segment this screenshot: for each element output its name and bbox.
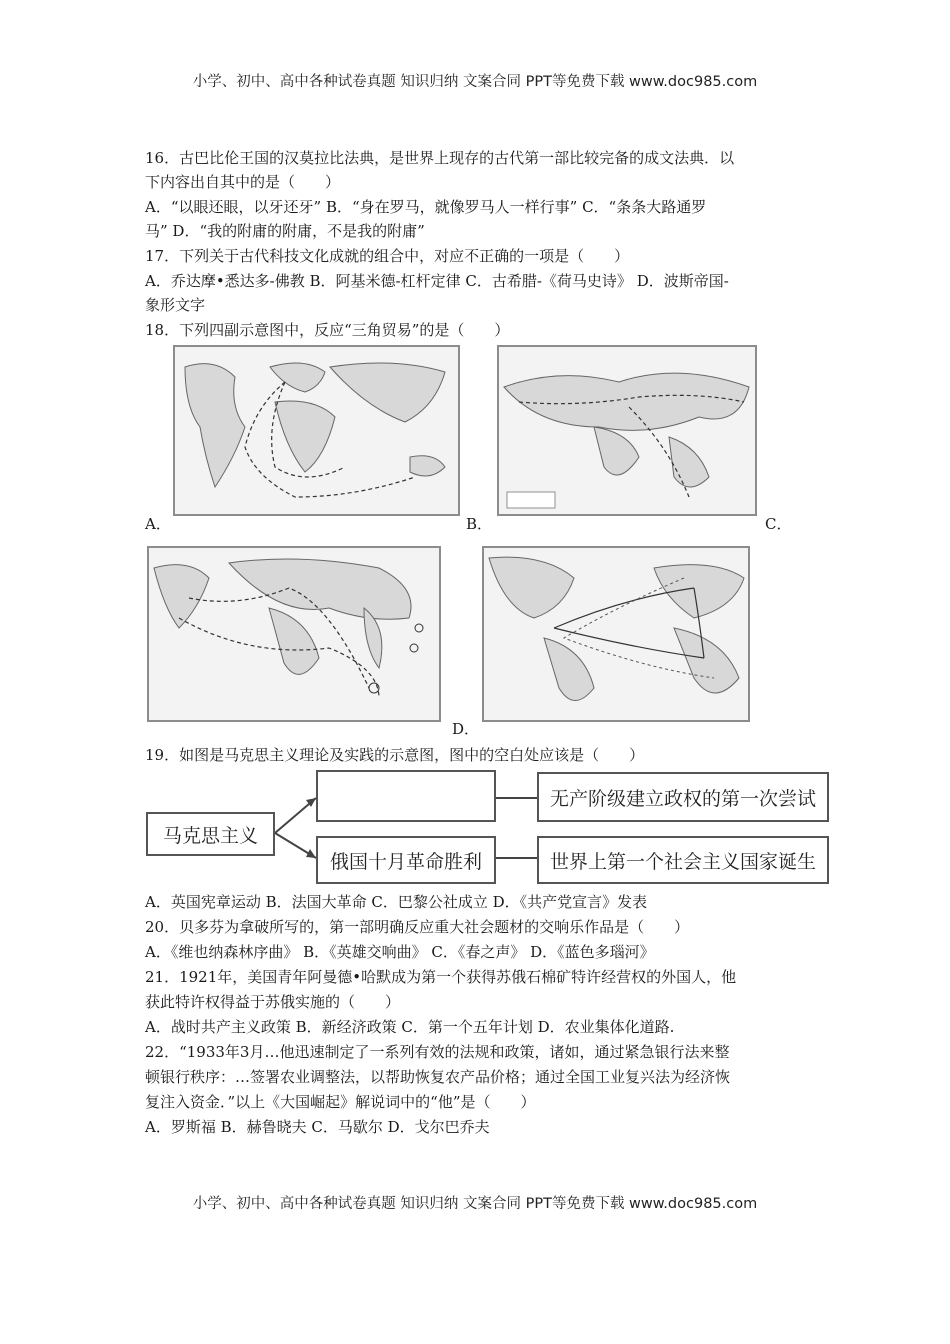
- q20-stem: 20．贝多芬为拿破所写的，第一部明确反应重大社会题材的交响乐作品是（ ）: [145, 918, 690, 936]
- q22-stem-line1: 22．“1933年3月…他迅速制定了一系列有效的法规和政策，诸如，通过紧急银行法来整: [145, 1043, 730, 1061]
- diagram-blank-box: [316, 770, 496, 822]
- q18-option-d-label: D．: [452, 720, 480, 738]
- map-a-drawing: [175, 347, 458, 514]
- q21-stem-line1: 21．1921年，美国青年阿曼德•哈默成为第一个获得苏俄石棉矿特许经营权的外国人，他: [145, 968, 737, 986]
- map-b-drawing: [499, 347, 755, 514]
- q18-stem: 18．下列四副示意图中，反应“三角贸易”的是（ ）: [145, 321, 510, 339]
- q17-options-line1: A．乔达摩•悉达多-佛教 B．阿基米德-杠杆定律 C．古希腊-《荷马史诗》 D．波斯帝国-: [145, 272, 729, 290]
- q18-option-b-label: B．: [466, 515, 493, 533]
- q17-options-line2: 象形文字: [145, 296, 206, 314]
- q22-options: A．罗斯福 B．赫鲁晓夫 C．马歇尔 D．戈尔巴乔夫: [145, 1118, 490, 1136]
- diagram-first-attempt: 无产阶级建立政权的第一次尝试: [537, 772, 829, 822]
- map-option-c: [147, 546, 441, 722]
- q21-stem-line2: 获此特许权得益于苏俄实施的（ ）: [145, 993, 401, 1011]
- page-footer: 小学、初中、高中各种试卷真题 知识归纳 文案合同 PPT等免费下载 www.doc985.com: [192, 1196, 758, 1212]
- q18-option-a-label: A．: [145, 515, 171, 533]
- q21-options: A．战时共产主义政策 B．新经济政策 C．第一个五年计划 D．农业集体化道路.: [145, 1018, 675, 1036]
- q16-options-line1: A．“以眼还眼，以牙还牙” B．“身在罗马，就像罗马人一样行事” C．“条条大路通罗: [145, 198, 707, 216]
- q16-options-line2: 马” D．“我的附庸的附庸，不是我的附庸”: [145, 222, 425, 240]
- map-option-a: [173, 345, 460, 516]
- map-d-drawing: [484, 548, 748, 720]
- diagram-root-marxism: 马克思主义: [146, 812, 275, 856]
- diagram-october-revolution: 俄国十月革命胜利: [316, 836, 496, 884]
- q19-options: A．英国宪章运动 B．法国大革命 C．巴黎公社成立 D．《共产党宣言》发表: [145, 893, 648, 911]
- q22-stem-line3: 复注入资金．”以上《大国崛起》解说词中的“他”是（ ）: [145, 1093, 536, 1111]
- map-option-b: [497, 345, 757, 516]
- q17-stem: 17．下列关于古代科技文化成就的组合中，对应不正确的一项是（ ）: [145, 247, 630, 265]
- q16-stem-line2: 下内容出自其中的是（ ）: [145, 173, 341, 191]
- map-c-drawing: [149, 548, 439, 720]
- q20-options: A．《维也纳森林序曲》 B．《英雄交响曲》 C．《春之声》 D．《蓝色多瑙河》: [145, 943, 655, 961]
- q16-stem-line1: 16．古巴比伦王国的汉莫拉比法典，是世界上现存的古代第一部比较完备的成文法典．以: [145, 149, 735, 167]
- q22-stem-line2: 顿银行秩序：…签署农业调整法，以帮助恢复农产品价格；通过全国工业复兴法为经济恢: [145, 1068, 731, 1086]
- map-option-d: [482, 546, 750, 722]
- diagram-first-socialist-state: 世界上第一个社会主义国家诞生: [537, 836, 829, 884]
- q19-stem: 19．如图是马克思主义理论及实践的示意图，图中的空白处应该是（ ）: [145, 746, 645, 764]
- q18-option-c-label: C．: [765, 515, 792, 533]
- page-header: 小学、初中、高中各种试卷真题 知识归纳 文案合同 PPT等免费下载 www.doc985.com: [192, 74, 758, 90]
